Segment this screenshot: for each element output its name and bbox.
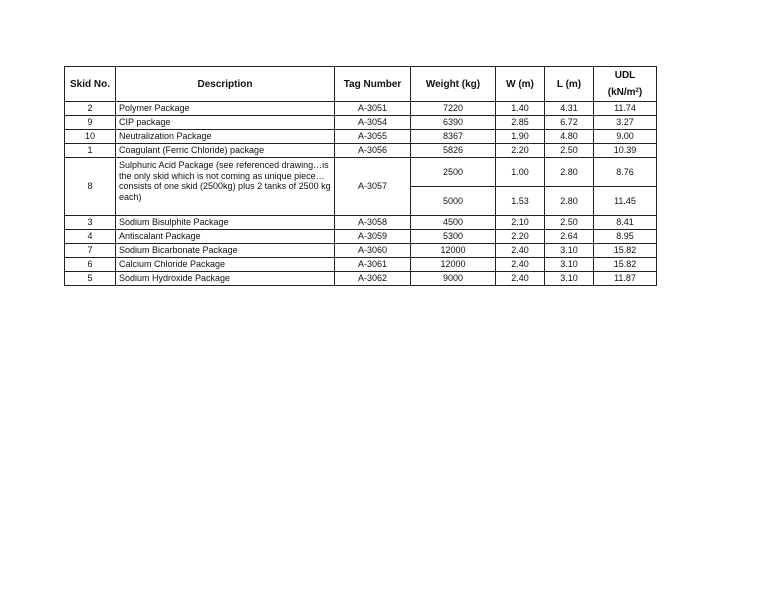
cell-length: 3.10 <box>545 258 594 272</box>
cell-length: 3.10 <box>545 244 594 258</box>
cell-weight: 8367 <box>411 130 496 144</box>
header-udl-unit-post: ) <box>638 87 643 98</box>
cell-length: 2.80 <box>545 158 594 187</box>
cell-udl: 11.74 <box>594 102 657 116</box>
cell-weight: 2500 <box>411 158 496 187</box>
cell-length: 2.50 <box>545 144 594 158</box>
header-description: Description <box>116 67 335 102</box>
cell-length: 4.31 <box>545 102 594 116</box>
cell-description: Polymer Package <box>116 102 335 116</box>
cell-skid: 2 <box>65 102 116 116</box>
cell-description: Antiscalant Package <box>116 230 335 244</box>
cell-description: CIP package <box>116 116 335 130</box>
cell-udl: 8.76 <box>594 158 657 187</box>
skid-table <box>64 66 657 286</box>
cell-weight: 4500 <box>411 216 496 230</box>
header-length: L (m) <box>545 67 594 102</box>
header-weight: Weight (kg) <box>411 67 496 102</box>
cell-description: Sodium Hydroxide Package <box>116 272 335 286</box>
header-udl-unit-sup: 2 <box>635 88 639 94</box>
cell-width: 1.53 <box>496 187 545 216</box>
cell-length: 2.50 <box>545 216 594 230</box>
cell-width: 2.20 <box>496 230 545 244</box>
cell-udl: 9.00 <box>594 130 657 144</box>
cell-description: Neutralization Package <box>116 130 335 144</box>
header-row <box>65 67 657 102</box>
cell-weight: 12000 <box>411 258 496 272</box>
cell-udl: 11.87 <box>594 272 657 286</box>
header-width: W (m) <box>496 67 545 102</box>
cell-udl: 8.41 <box>594 216 657 230</box>
cell-tag: A-3062 <box>335 272 411 286</box>
table-row <box>65 272 657 286</box>
table-row <box>65 244 657 258</box>
cell-tag: A-3057 <box>335 158 411 216</box>
cell-description: Calcium Chloride Package <box>116 258 335 272</box>
cell-tag: A-3054 <box>335 116 411 130</box>
cell-length: 2.80 <box>545 187 594 216</box>
cell-weight: 7220 <box>411 102 496 116</box>
cell-tag: A-3051 <box>335 102 411 116</box>
table-row <box>65 230 657 244</box>
cell-width: 2.40 <box>496 272 545 286</box>
cell-description: Coagulant (Ferric Chloride) package <box>116 144 335 158</box>
cell-tag: A-3061 <box>335 258 411 272</box>
header-skid-no: Skid No. <box>65 67 116 102</box>
cell-udl: 3.27 <box>594 116 657 130</box>
header-udl-line1: UDL <box>614 70 636 81</box>
cell-udl: 10.39 <box>594 144 657 158</box>
cell-weight: 5000 <box>411 187 496 216</box>
cell-tag: A-3056 <box>335 144 411 158</box>
table-row <box>65 216 657 230</box>
cell-width: 1.00 <box>496 158 545 187</box>
header-tag-number: Tag Number <box>335 67 411 102</box>
cell-width: 2.10 <box>496 216 545 230</box>
cell-width: 2.20 <box>496 144 545 158</box>
cell-description: Sulphuric Acid Package (see referenced drawing…is the only skid which is not coming as unique piece…consists of one skid (2500kg) plus 2 tanks of 2500 kg each) <box>116 158 335 216</box>
cell-length: 6.72 <box>545 116 594 130</box>
cell-length: 2.64 <box>545 230 594 244</box>
cell-skid: 3 <box>65 216 116 230</box>
table-row <box>65 116 657 130</box>
table-row-sulphuric-1 <box>65 158 657 187</box>
cell-weight: 5826 <box>411 144 496 158</box>
cell-tag: A-3058 <box>335 216 411 230</box>
cell-skid: 10 <box>65 130 116 144</box>
cell-weight: 9000 <box>411 272 496 286</box>
cell-skid: 5 <box>65 272 116 286</box>
table-row <box>65 144 657 158</box>
table-row <box>65 130 657 144</box>
cell-length: 3.10 <box>545 272 594 286</box>
header-udl <box>594 67 657 102</box>
header-udl-unit-pre: (kN/m <box>607 87 636 98</box>
cell-weight: 12000 <box>411 244 496 258</box>
cell-tag: A-3055 <box>335 130 411 144</box>
cell-skid: 4 <box>65 230 116 244</box>
cell-udl: 11.45 <box>594 187 657 216</box>
cell-skid: 8 <box>65 158 116 216</box>
cell-width: 1.90 <box>496 130 545 144</box>
cell-width: 2.40 <box>496 244 545 258</box>
cell-tag: A-3059 <box>335 230 411 244</box>
cell-skid: 7 <box>65 244 116 258</box>
cell-width: 2.85 <box>496 116 545 130</box>
table-row <box>65 258 657 272</box>
cell-weight: 6390 <box>411 116 496 130</box>
cell-description: Sodium Bisulphite Package <box>116 216 335 230</box>
cell-skid: 6 <box>65 258 116 272</box>
cell-udl: 15.82 <box>594 258 657 272</box>
cell-width: 1.40 <box>496 102 545 116</box>
cell-tag: A-3060 <box>335 244 411 258</box>
cell-udl: 15.82 <box>594 244 657 258</box>
cell-description: Sodium Bicarbonate Package <box>116 244 335 258</box>
cell-skid: 1 <box>65 144 116 158</box>
cell-weight: 5300 <box>411 230 496 244</box>
table-row <box>65 102 657 116</box>
cell-width: 2.40 <box>496 258 545 272</box>
cell-skid: 9 <box>65 116 116 130</box>
cell-length: 4.80 <box>545 130 594 144</box>
cell-udl: 8.95 <box>594 230 657 244</box>
